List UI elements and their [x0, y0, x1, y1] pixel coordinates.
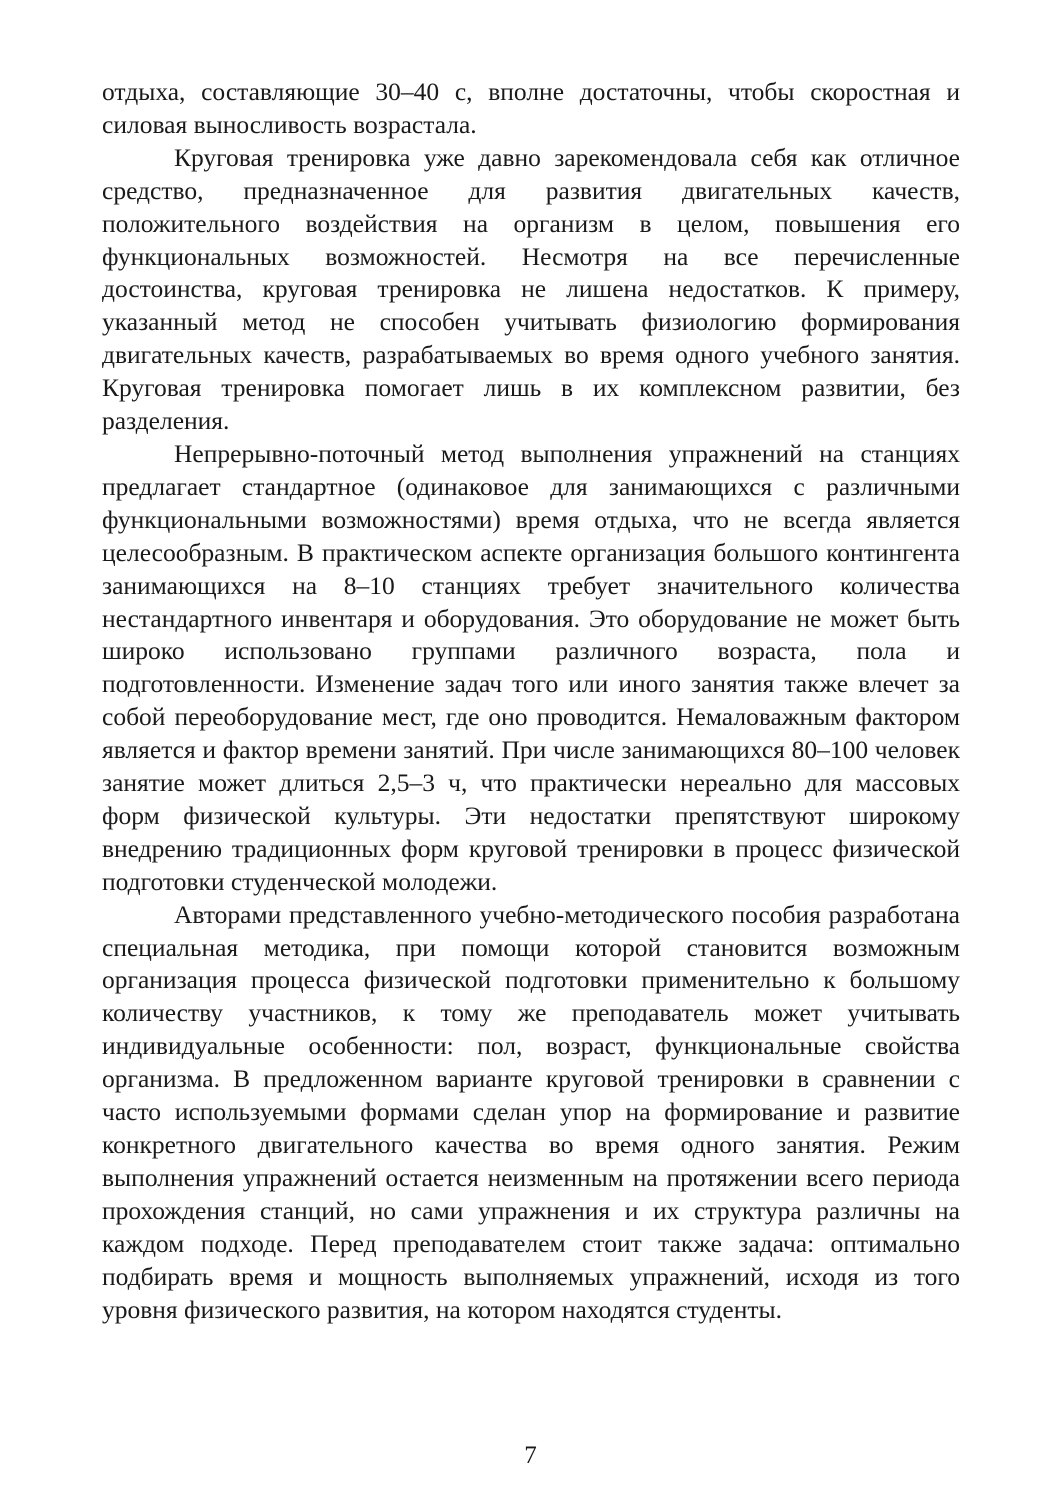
paragraph-continuous-method: Непрерывно-поточный метод выполнения упражнений на станциях предлагает стандартное (одинаковое для занимающихся с различными функциональными возможностями) время отдыха, что не всегда является целесообразным. В практическом аспекте организация большого контингента занимающихся на 8–10 станциях требует значительного количества нестандартного инвентаря и оборудования. Это оборудование не может быть широко использовано группами различного возраста, пола и подготовленности. Изменение задач того или иного занятия также влечет за собой переоборудование мест, где оно проводится. Немаловажным фактором является и фактор времени занятий. При числе занимающихся 80–100 человек занятие может длиться 2,5–3 ч, что практически нереально для массовых форм физической культуры. Эти недостатки препятствуют широкому внедрению традиционных форм круговой тренировки в процесс физической подготовки студенческой молодежи.	[102, 438, 960, 896]
body-text	[102, 76, 960, 1326]
page-number: 7	[524, 1442, 537, 1469]
paragraph-authors-method: Авторами представленного учебно-методического пособия разработана специальная методика, при помощи которой становится возможным организация процесса физической подготовки применительно к большому количеству участников, к тому же преподаватель может учитывать индивидуальные особенности: пол, возраст, функциональные свойства организма. В предложенном варианте круговой тренировки в сравнении с часто используемыми формами сделан упор на формирование и развитие конкретного двигательного качества во время одного занятия. Режим выполнения упражнений остается неизменным на протяжении всего периода прохождения станций, но сами упражнения и их структура различны на каждом подходе. Перед преподавателем стоит также задача: оптимально подбирать время и мощность выполняемых упражнений, исходя из того уровня физического развития, на котором находятся студенты.	[102, 899, 960, 1324]
paragraph-circuit-training: Круговая тренировка уже давно зарекомендовала себя как отличное средство, предназначенное для развития двигательных качеств, положительного воздействия на организм в целом, повышения его функциональных возможностей. Несмотря на все перечисленные достоинства, круговая тренировка не лишена недостатков. К примеру, указанный метод не способен учитывать физиологию формирования двигательных качеств, разрабатываемых во время одного учебного занятия. Круговая тренировка помогает лишь в их комплексном развитии, без разделения.	[102, 142, 960, 436]
paragraph-continuation: отдыха, составляющие 30–40 с, вполне достаточны, чтобы скоростная и силовая выносливость возрастала.	[102, 77, 960, 139]
